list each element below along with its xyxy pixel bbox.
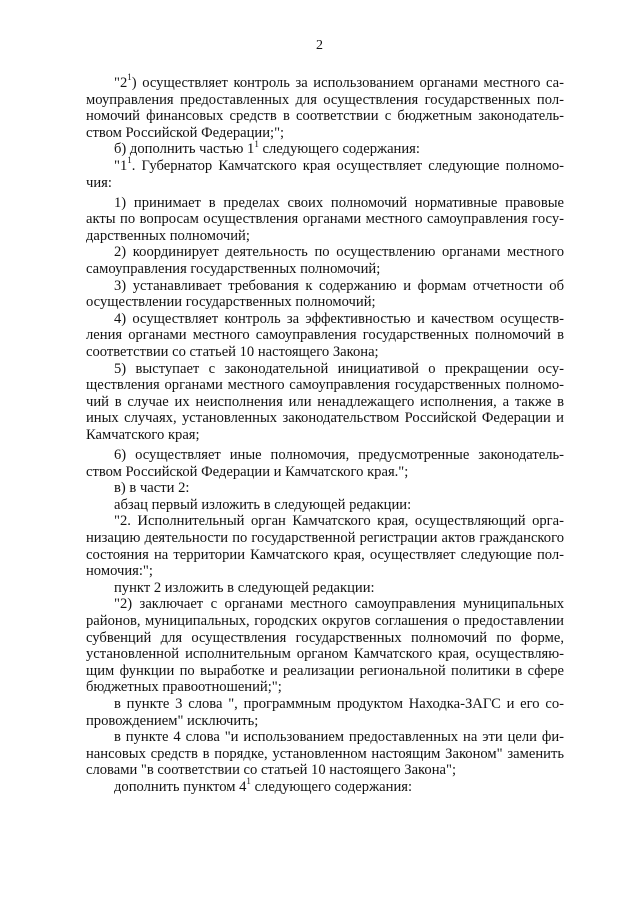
text-line: б) дополнить частью $1^1$ следующего содержания:	[114, 138, 420, 158]
text-line: установленной исполнительным органом Камчатского края, осуществляю-	[86, 646, 564, 663]
text-line: в) в части 2:	[114, 480, 190, 497]
text-line: нансовых средств в порядке, установленном настоящим Законом" заменить	[86, 745, 564, 762]
text-line: состояния на территории Камчатского края, осуществляет следующие пол-	[86, 546, 564, 563]
text-line: осуществлении государственных полномочий;	[86, 294, 376, 311]
text-line: дополнить пунктом $4^1$ следующего содержания:	[114, 776, 413, 795]
text-line: в пункте 3 слова ", программным продуктом Находка-ЗАГС и его со-	[114, 695, 564, 712]
text-line: 5) выступает с законодательной инициативой о прекращении осу-	[114, 360, 564, 377]
text-line: иных случаях, установленных законодательством Российской Федерации и	[86, 410, 564, 427]
text-line: субвенций для осуществления государственных полномочий по форме,	[86, 629, 564, 646]
text-line: номочия:";	[86, 563, 153, 580]
document-body	[86, 72, 564, 796]
text-line: ством Российской Федерации и Камчатского края.";	[86, 463, 409, 480]
text-line: "2. Исполнительный орган Камчатского края, осуществляющий орга-	[114, 513, 564, 530]
text-line: "$1^1$. Губернатор Камчатского края осуществляет следующие полномо-	[114, 155, 564, 174]
text-line: в пункте 4 слова "и использованием предоставленных на эти цели фи-	[114, 729, 564, 746]
text-line: "2) заключает с органами местного самоуправления муниципальных	[114, 596, 564, 613]
text-line: щим функции по выработке и реализации региональной политики в сфере	[86, 662, 564, 679]
text-line: 3) устанавливает требования к содержанию и формам отчетности об	[114, 277, 564, 294]
text-line: 4) осуществляет контроль за эффективностью и качеством осуществ-	[114, 310, 564, 327]
text-line: соответствии со статьей 10 настоящего Закона;	[86, 344, 379, 360]
text-line: провождением" исключить;	[86, 712, 259, 729]
text-line: районов, муниципальных, городских округов соглашения о предоставлении	[86, 613, 564, 629]
text-line: дарственных полномочий;	[86, 227, 250, 244]
text-line: 1) принимает в пределах своих полномочий нормативные правовые	[114, 194, 564, 211]
text-line: ления органами местного самоуправления государственных полномочий в	[86, 327, 564, 344]
text-line: 6) осуществляет иные полномочия, предусмотренные законодатель-	[114, 447, 564, 464]
text-line: ществления органами местного самоуправления государственных полномо-	[86, 377, 564, 394]
text-line: пункт 2 изложить в следующей редакции:	[114, 579, 375, 596]
text-line: 2) координирует деятельность по осуществлению органами местного	[114, 244, 564, 261]
text-line: самоуправления государственных полномочий;	[86, 261, 381, 278]
text-line: акты по вопросам осуществления органами местного самоуправления госу-	[86, 211, 564, 228]
text-line: ством Российской Федерации;";	[86, 124, 285, 141]
text-line: чий в случае их неисполнения или ненадлежащего исполнения, а также в	[86, 393, 564, 410]
text-line: "$2^1$) осуществляет контроль за использованием органами местного са-	[114, 72, 564, 91]
text-line: низацию деятельности по государственной регистрации актов гражданского	[86, 530, 564, 547]
text-line: Камчатского края;	[86, 426, 200, 443]
text-line: абзац первый изложить в следующей редакции:	[114, 496, 412, 513]
text-line: моуправления предоставленных для осуществления государственных пол-	[86, 91, 564, 108]
text-line: бюджетных правоотношений;";	[86, 679, 282, 696]
text-line: номочий финансовых средств в соответствии с бюджетным законодатель-	[86, 108, 564, 125]
page-number: 2	[316, 38, 323, 53]
text-line: словами "в соответствии со статьей 10 настоящего Закона";	[86, 762, 456, 779]
text-line: чия:	[86, 174, 112, 191]
